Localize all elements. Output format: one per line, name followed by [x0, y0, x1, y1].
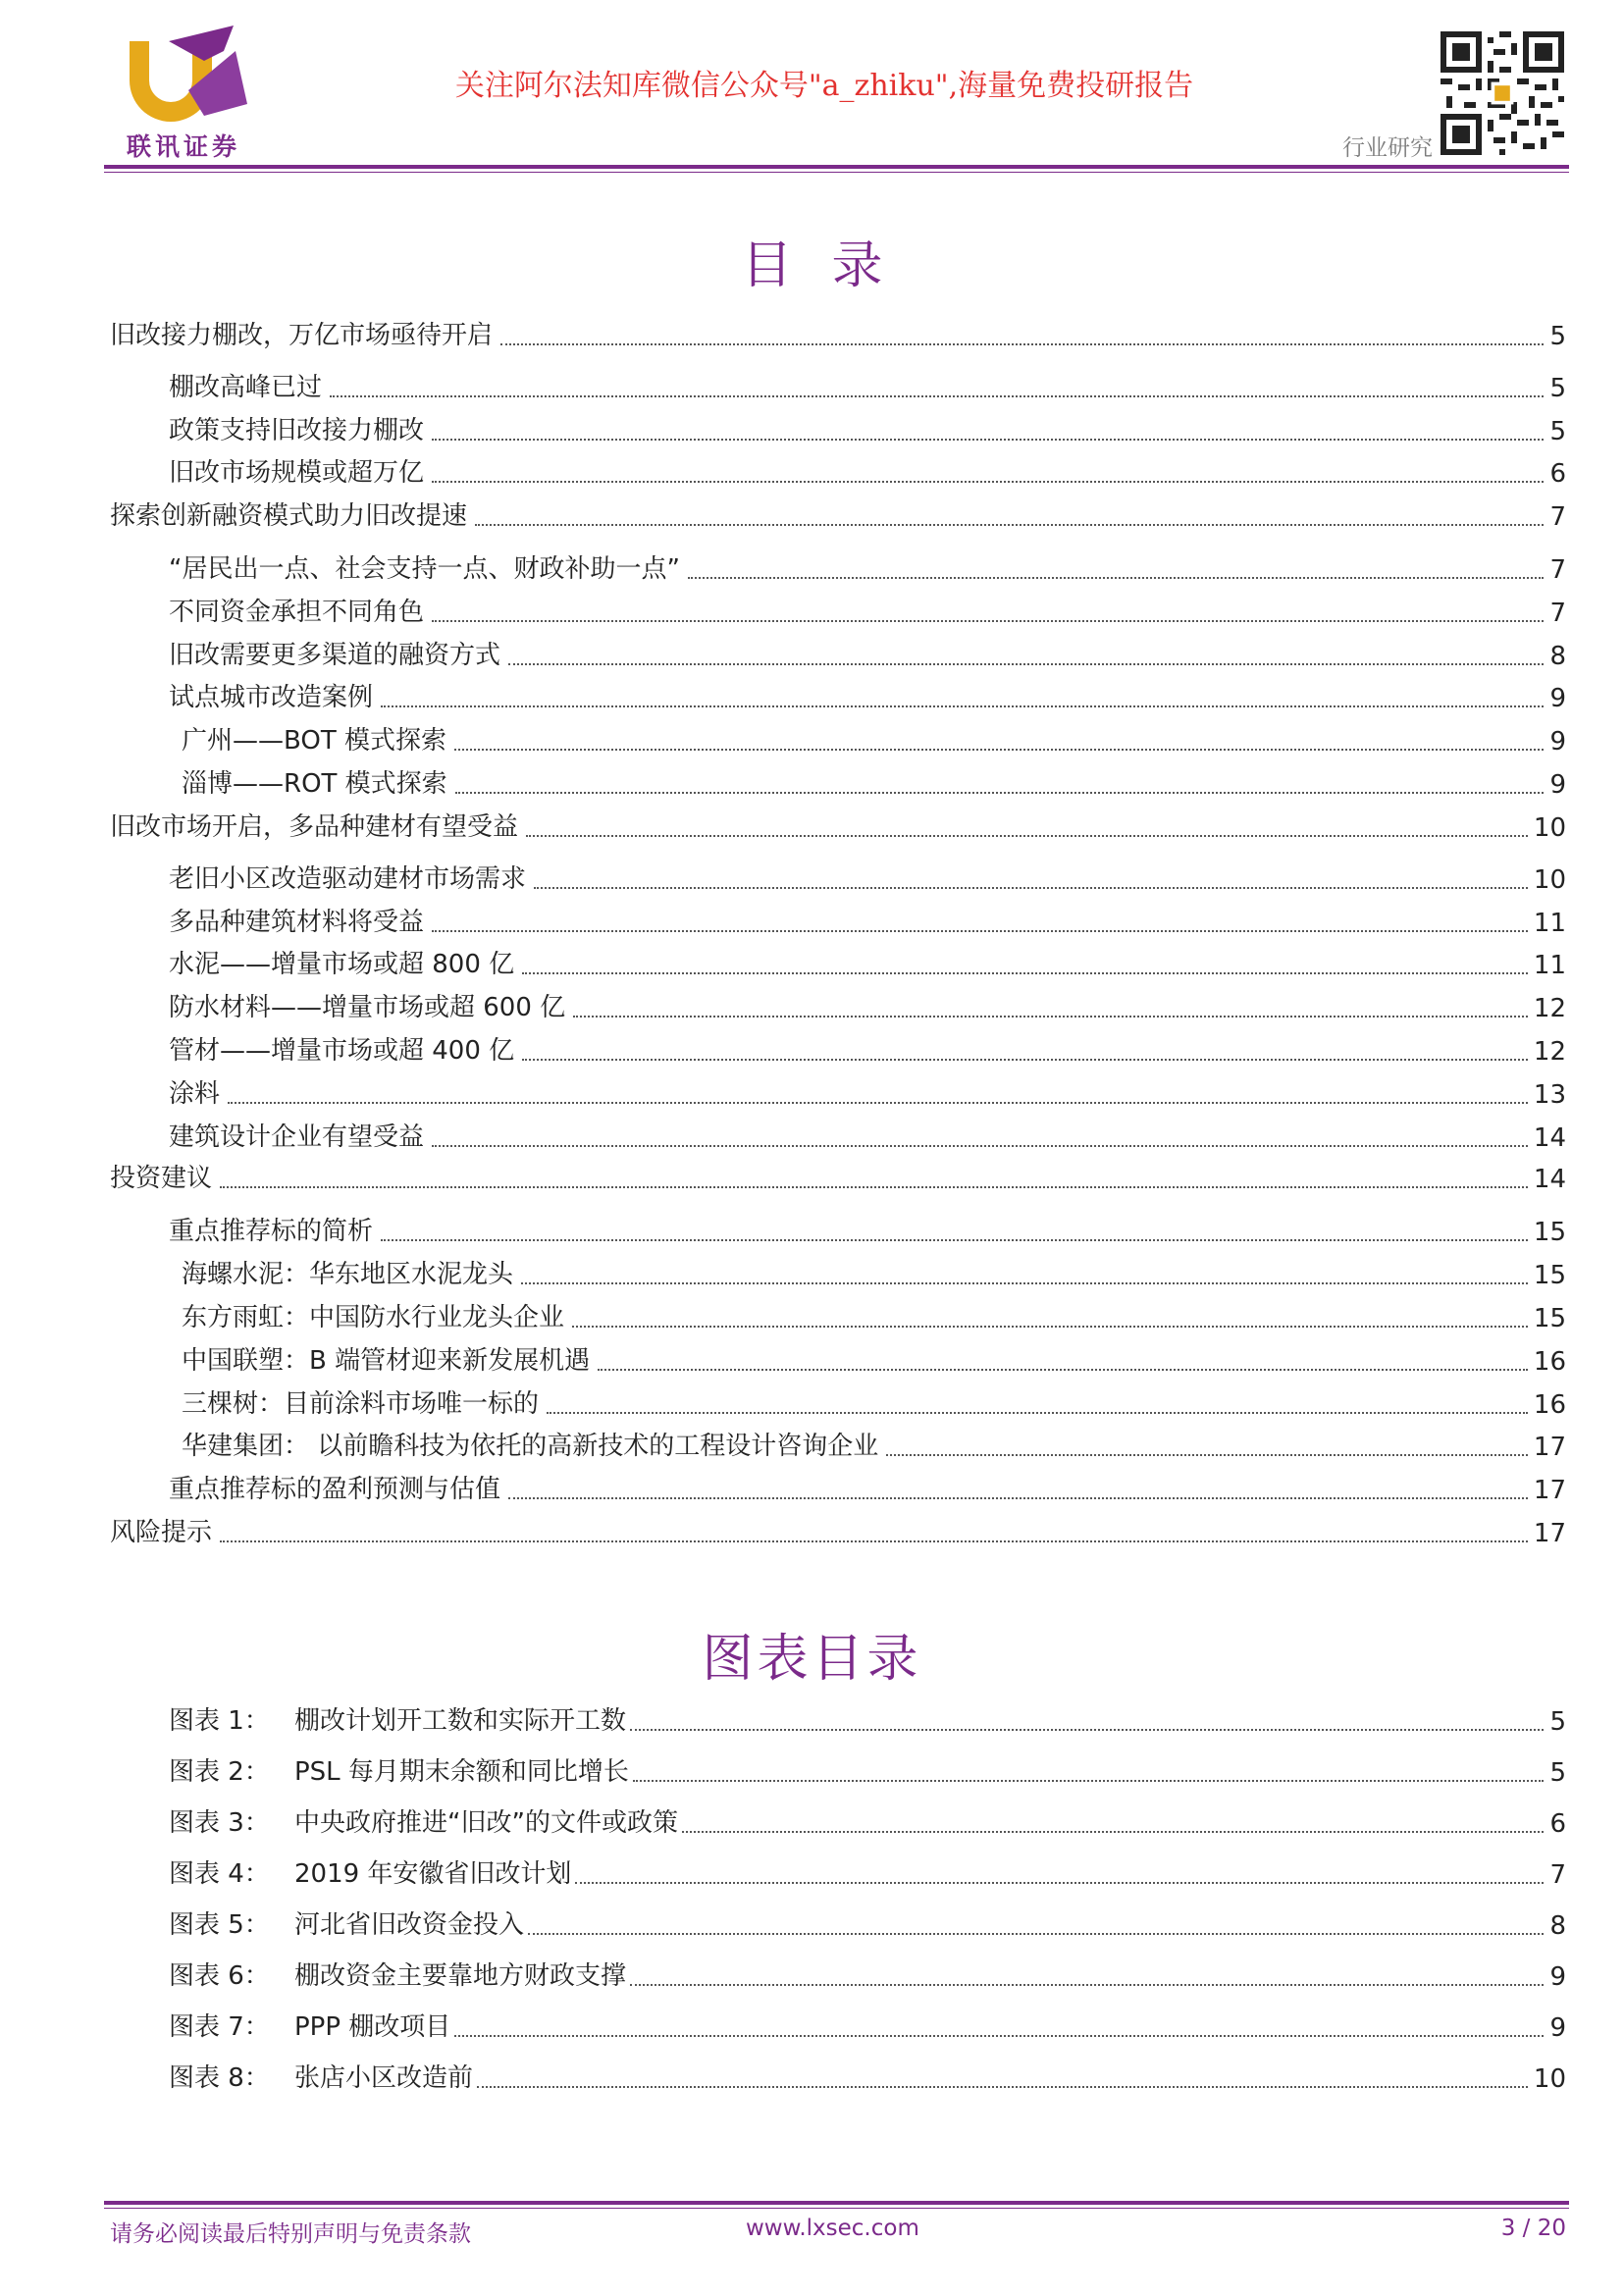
- toc-entry[interactable]: [169, 411, 1566, 446]
- dot-leader: [526, 835, 1528, 837]
- toc-entry-label: 管材——增量市场或超 400 亿: [169, 1036, 515, 1066]
- toc-entry[interactable]: [110, 316, 1566, 351]
- toc-entry-page: 15: [1533, 1218, 1566, 1247]
- toc-entry-page: 12: [1533, 1037, 1566, 1067]
- dot-leader: [500, 343, 1544, 345]
- toc-entry[interactable]: [169, 593, 1566, 628]
- dot-leader: [528, 1933, 1544, 1935]
- toc-entry[interactable]: [169, 636, 1566, 671]
- toc-entry-page: 9: [1549, 770, 1566, 800]
- figure-entry[interactable]: [169, 1854, 1566, 1890]
- toc-entry[interactable]: [169, 1118, 1566, 1153]
- toc-entry-label: 中国联塑：B 端管材迎来新发展机遇: [182, 1346, 591, 1376]
- logo-text: 联讯证券: [126, 132, 240, 161]
- figure-entry-number: 图表 5：: [169, 1910, 270, 1940]
- toc-entry-label: 探索创新融资模式助力旧改提速: [110, 501, 468, 531]
- dot-leader: [630, 1984, 1544, 1986]
- toc-title: 目录: [741, 236, 922, 295]
- footer-divider: [104, 2201, 1569, 2205]
- toc-entry-page: 17: [1533, 1433, 1566, 1462]
- toc-entry-page: 17: [1533, 1519, 1566, 1548]
- toc-entry-label: 水泥——增量市场或超 800 亿: [169, 950, 515, 979]
- figure-entry-label: 河北省旧改资金投入: [294, 1910, 525, 1940]
- figure-entry-page: 8: [1549, 1911, 1566, 1941]
- figure-entry-page: 10: [1533, 2064, 1566, 2094]
- figure-entry[interactable]: [169, 1957, 1566, 1992]
- toc-entry[interactable]: [182, 1298, 1566, 1333]
- toc-entry-label: 旧改市场开启，多品种建材有望受益: [110, 812, 519, 842]
- toc-entry[interactable]: [169, 1212, 1566, 1247]
- figure-entry-page: 9: [1549, 1962, 1566, 1992]
- disclaimer-link[interactable]: 请务必阅读最后特别声明与免责条款: [110, 2221, 471, 2247]
- dot-leader: [598, 1369, 1528, 1371]
- toc-entry[interactable]: [169, 368, 1566, 403]
- figure-entry-number: 图表 4：: [169, 1859, 270, 1889]
- figure-entry-page: 6: [1549, 1809, 1566, 1839]
- toc-entry[interactable]: [169, 678, 1566, 713]
- dot-leader: [454, 2035, 1544, 2037]
- dot-leader: [330, 395, 1544, 397]
- toc-entry-page: 5: [1549, 417, 1566, 446]
- figure-entry-page: 7: [1549, 1860, 1566, 1890]
- figure-entry-label: 2019 年安徽省旧改计划: [294, 1859, 572, 1889]
- toc-entry-label: 试点城市改造案例: [169, 683, 374, 712]
- figure-entry-label: 棚改资金主要靠地方财政支撑: [294, 1961, 627, 1991]
- toc-entry-label: 重点推荐标的简析: [169, 1217, 374, 1246]
- figure-entry-number: 图表 7：: [169, 2012, 270, 2042]
- toc-entry-page: 12: [1533, 994, 1566, 1023]
- dot-leader: [508, 1497, 1528, 1499]
- figure-entry-number: 图表 2：: [169, 1757, 270, 1787]
- toc-entry-page: 7: [1549, 502, 1566, 532]
- dot-leader: [381, 1239, 1528, 1241]
- toc-entry-page: 11: [1533, 909, 1566, 938]
- dot-leader: [573, 1016, 1528, 1018]
- dot-leader: [522, 972, 1528, 974]
- toc-entry-page: 6: [1549, 459, 1566, 489]
- dot-leader: [455, 792, 1545, 794]
- toc-entry-page: 15: [1533, 1304, 1566, 1333]
- company-logo: [110, 22, 257, 161]
- toc-entry-page: 8: [1549, 642, 1566, 671]
- page-header: [0, 0, 1624, 177]
- toc-entry-page: 16: [1533, 1347, 1566, 1377]
- logo-mark-icon: [110, 22, 257, 130]
- dot-leader: [432, 930, 1528, 932]
- dot-leader: [522, 1059, 1528, 1061]
- toc-entry[interactable]: [182, 1341, 1566, 1377]
- dot-leader: [682, 1831, 1545, 1833]
- toc-entry[interactable]: [182, 721, 1566, 757]
- figure-entry-page: 9: [1549, 2013, 1566, 2043]
- figure-list-title: 图表目录: [702, 1630, 922, 1689]
- toc-entry-label: 旧改需要更多渠道的融资方式: [169, 641, 501, 670]
- dot-leader: [886, 1454, 1528, 1456]
- toc-entry-label: 华建集团： 以前瞻科技为依托的高新技术的工程设计咨询企业: [182, 1432, 879, 1461]
- dot-leader: [432, 439, 1544, 441]
- figure-entry-label: 中央政府推进“旧改”的文件或政策: [294, 1808, 678, 1838]
- dot-leader: [228, 1102, 1528, 1104]
- figure-entry-number: 图表 1：: [169, 1706, 270, 1736]
- toc-entry[interactable]: [182, 764, 1566, 800]
- figure-entry[interactable]: [169, 1752, 1566, 1788]
- dot-leader: [220, 1540, 1528, 1542]
- toc-entry-label: 淄博——ROT 模式探索: [182, 769, 447, 799]
- figure-entry[interactable]: [169, 1803, 1566, 1839]
- toc-entry-page: 7: [1549, 555, 1566, 585]
- toc-entry[interactable]: [169, 860, 1566, 895]
- toc-entry-page: 14: [1533, 1123, 1566, 1153]
- dot-leader: [633, 1780, 1545, 1782]
- toc-entry[interactable]: [169, 1470, 1566, 1505]
- dot-leader: [432, 481, 1544, 483]
- dot-leader: [534, 887, 1528, 889]
- toc-entry-label: 不同资金承担不同角色: [169, 598, 425, 627]
- toc-entry[interactable]: [169, 1031, 1566, 1067]
- toc-entry-label: 政策支持旧改接力棚改: [169, 416, 425, 445]
- dot-leader: [475, 524, 1544, 526]
- dot-leader: [220, 1186, 1528, 1188]
- header-divider-thin: [104, 172, 1569, 173]
- figure-entry-label: 棚改计划开工数和实际开工数: [294, 1706, 627, 1736]
- dot-leader: [508, 663, 1544, 665]
- toc-entry-page: 5: [1549, 374, 1566, 403]
- toc-entry[interactable]: [169, 945, 1566, 980]
- figure-entry[interactable]: [169, 2059, 1566, 2094]
- toc-entry-label: “居民出一点、社会支持一点、财政补助一点”: [169, 554, 680, 584]
- header-divider: [104, 165, 1569, 169]
- toc-entry[interactable]: [110, 1513, 1566, 1548]
- dot-leader: [547, 1412, 1528, 1414]
- dot-leader: [688, 577, 1545, 579]
- qr-code-icon[interactable]: [1441, 31, 1564, 155]
- figure-entry-page: 5: [1549, 1707, 1566, 1737]
- toc-entry-page: 9: [1549, 684, 1566, 713]
- toc-entry[interactable]: [169, 453, 1566, 489]
- dot-leader: [432, 1145, 1528, 1147]
- toc-entry[interactable]: [169, 549, 1566, 585]
- toc-entry-page: 13: [1533, 1080, 1566, 1110]
- toc-entry[interactable]: [169, 1074, 1566, 1110]
- dot-leader: [630, 1729, 1544, 1731]
- toc-entry-page: 16: [1533, 1390, 1566, 1420]
- dot-leader: [572, 1326, 1528, 1328]
- toc-entry[interactable]: [110, 496, 1566, 532]
- toc-entry-label: 多品种建筑材料将受益: [169, 908, 425, 937]
- dot-leader: [454, 749, 1544, 751]
- toc-entry-page: 11: [1533, 951, 1566, 980]
- dot-leader: [477, 2086, 1528, 2088]
- toc-entry-label: 棚改高峰已过: [169, 373, 323, 402]
- toc-entry[interactable]: [182, 1384, 1566, 1420]
- figure-entry-label: PSL 每月期末余额和同比增长: [294, 1757, 629, 1787]
- toc-entry-label: 投资建议: [110, 1164, 213, 1193]
- toc-entry-page: 9: [1549, 727, 1566, 757]
- toc-entry[interactable]: [110, 1159, 1566, 1194]
- toc-entry-page: 14: [1533, 1165, 1566, 1194]
- toc-entry-label: 海螺水泥：华东地区水泥龙头: [182, 1260, 514, 1289]
- toc-entry-label: 旧改市场规模或超万亿: [169, 458, 425, 488]
- figure-entry-page: 5: [1549, 1758, 1566, 1788]
- toc-entry-label: 旧改接力棚改，万亿市场亟待开启: [110, 321, 494, 350]
- toc-entry[interactable]: [182, 1427, 1566, 1462]
- toc-entry-page: 10: [1533, 813, 1566, 843]
- figure-entry-label: 张店小区改造前: [294, 2063, 474, 2093]
- footer-divider-thin: [104, 2208, 1569, 2209]
- toc-entry-page: 15: [1533, 1261, 1566, 1290]
- toc-entry[interactable]: [169, 988, 1566, 1023]
- figure-entry-label: PPP 棚改项目: [294, 2012, 451, 2042]
- toc-entry-label: 东方雨虹：中国防水行业龙头企业: [182, 1303, 565, 1332]
- toc-entry[interactable]: [169, 903, 1566, 938]
- toc-entry-page: 17: [1533, 1476, 1566, 1505]
- toc-entry-label: 老旧小区改造驱动建材市场需求: [169, 864, 527, 894]
- toc-entry[interactable]: [110, 808, 1566, 843]
- website-link[interactable]: www.lxsec.com: [746, 2216, 919, 2241]
- toc-entry-label: 广州——BOT 模式探索: [182, 726, 446, 756]
- dot-leader: [432, 620, 1544, 622]
- dot-leader: [521, 1282, 1528, 1284]
- toc-entry-page: 7: [1549, 599, 1566, 628]
- toc-entry[interactable]: [182, 1255, 1566, 1290]
- dot-leader: [575, 1882, 1544, 1884]
- report-category: 行业研究: [1342, 135, 1433, 161]
- toc-entry-label: 建筑设计企业有望受益: [169, 1122, 425, 1152]
- figure-entry[interactable]: [169, 1701, 1566, 1737]
- figure-entry[interactable]: [169, 2008, 1566, 2043]
- toc-entry-page: 5: [1549, 322, 1566, 351]
- toc-entry-page: 10: [1533, 865, 1566, 895]
- figure-entry-number: 图表 8：: [169, 2063, 270, 2093]
- page-number: 3 / 20: [1500, 2216, 1566, 2241]
- figure-entry-number: 图表 3：: [169, 1808, 270, 1838]
- promo-banner[interactable]: 关注阿尔法知库微信公众号"a_zhiku",海量免费投研报告: [454, 69, 1194, 103]
- toc-entry-label: 防水材料——增量市场或超 600 亿: [169, 993, 566, 1022]
- toc-entry-label: 三棵树：目前涂料市场唯一标的: [182, 1389, 540, 1419]
- figure-entry[interactable]: [169, 1905, 1566, 1941]
- figure-entry-number: 图表 6：: [169, 1961, 270, 1991]
- dot-leader: [381, 705, 1544, 707]
- toc-entry-label: 风险提示: [110, 1518, 213, 1547]
- toc-entry-label: 涂料: [169, 1079, 221, 1109]
- toc-entry-label: 重点推荐标的盈利预测与估值: [169, 1475, 501, 1504]
